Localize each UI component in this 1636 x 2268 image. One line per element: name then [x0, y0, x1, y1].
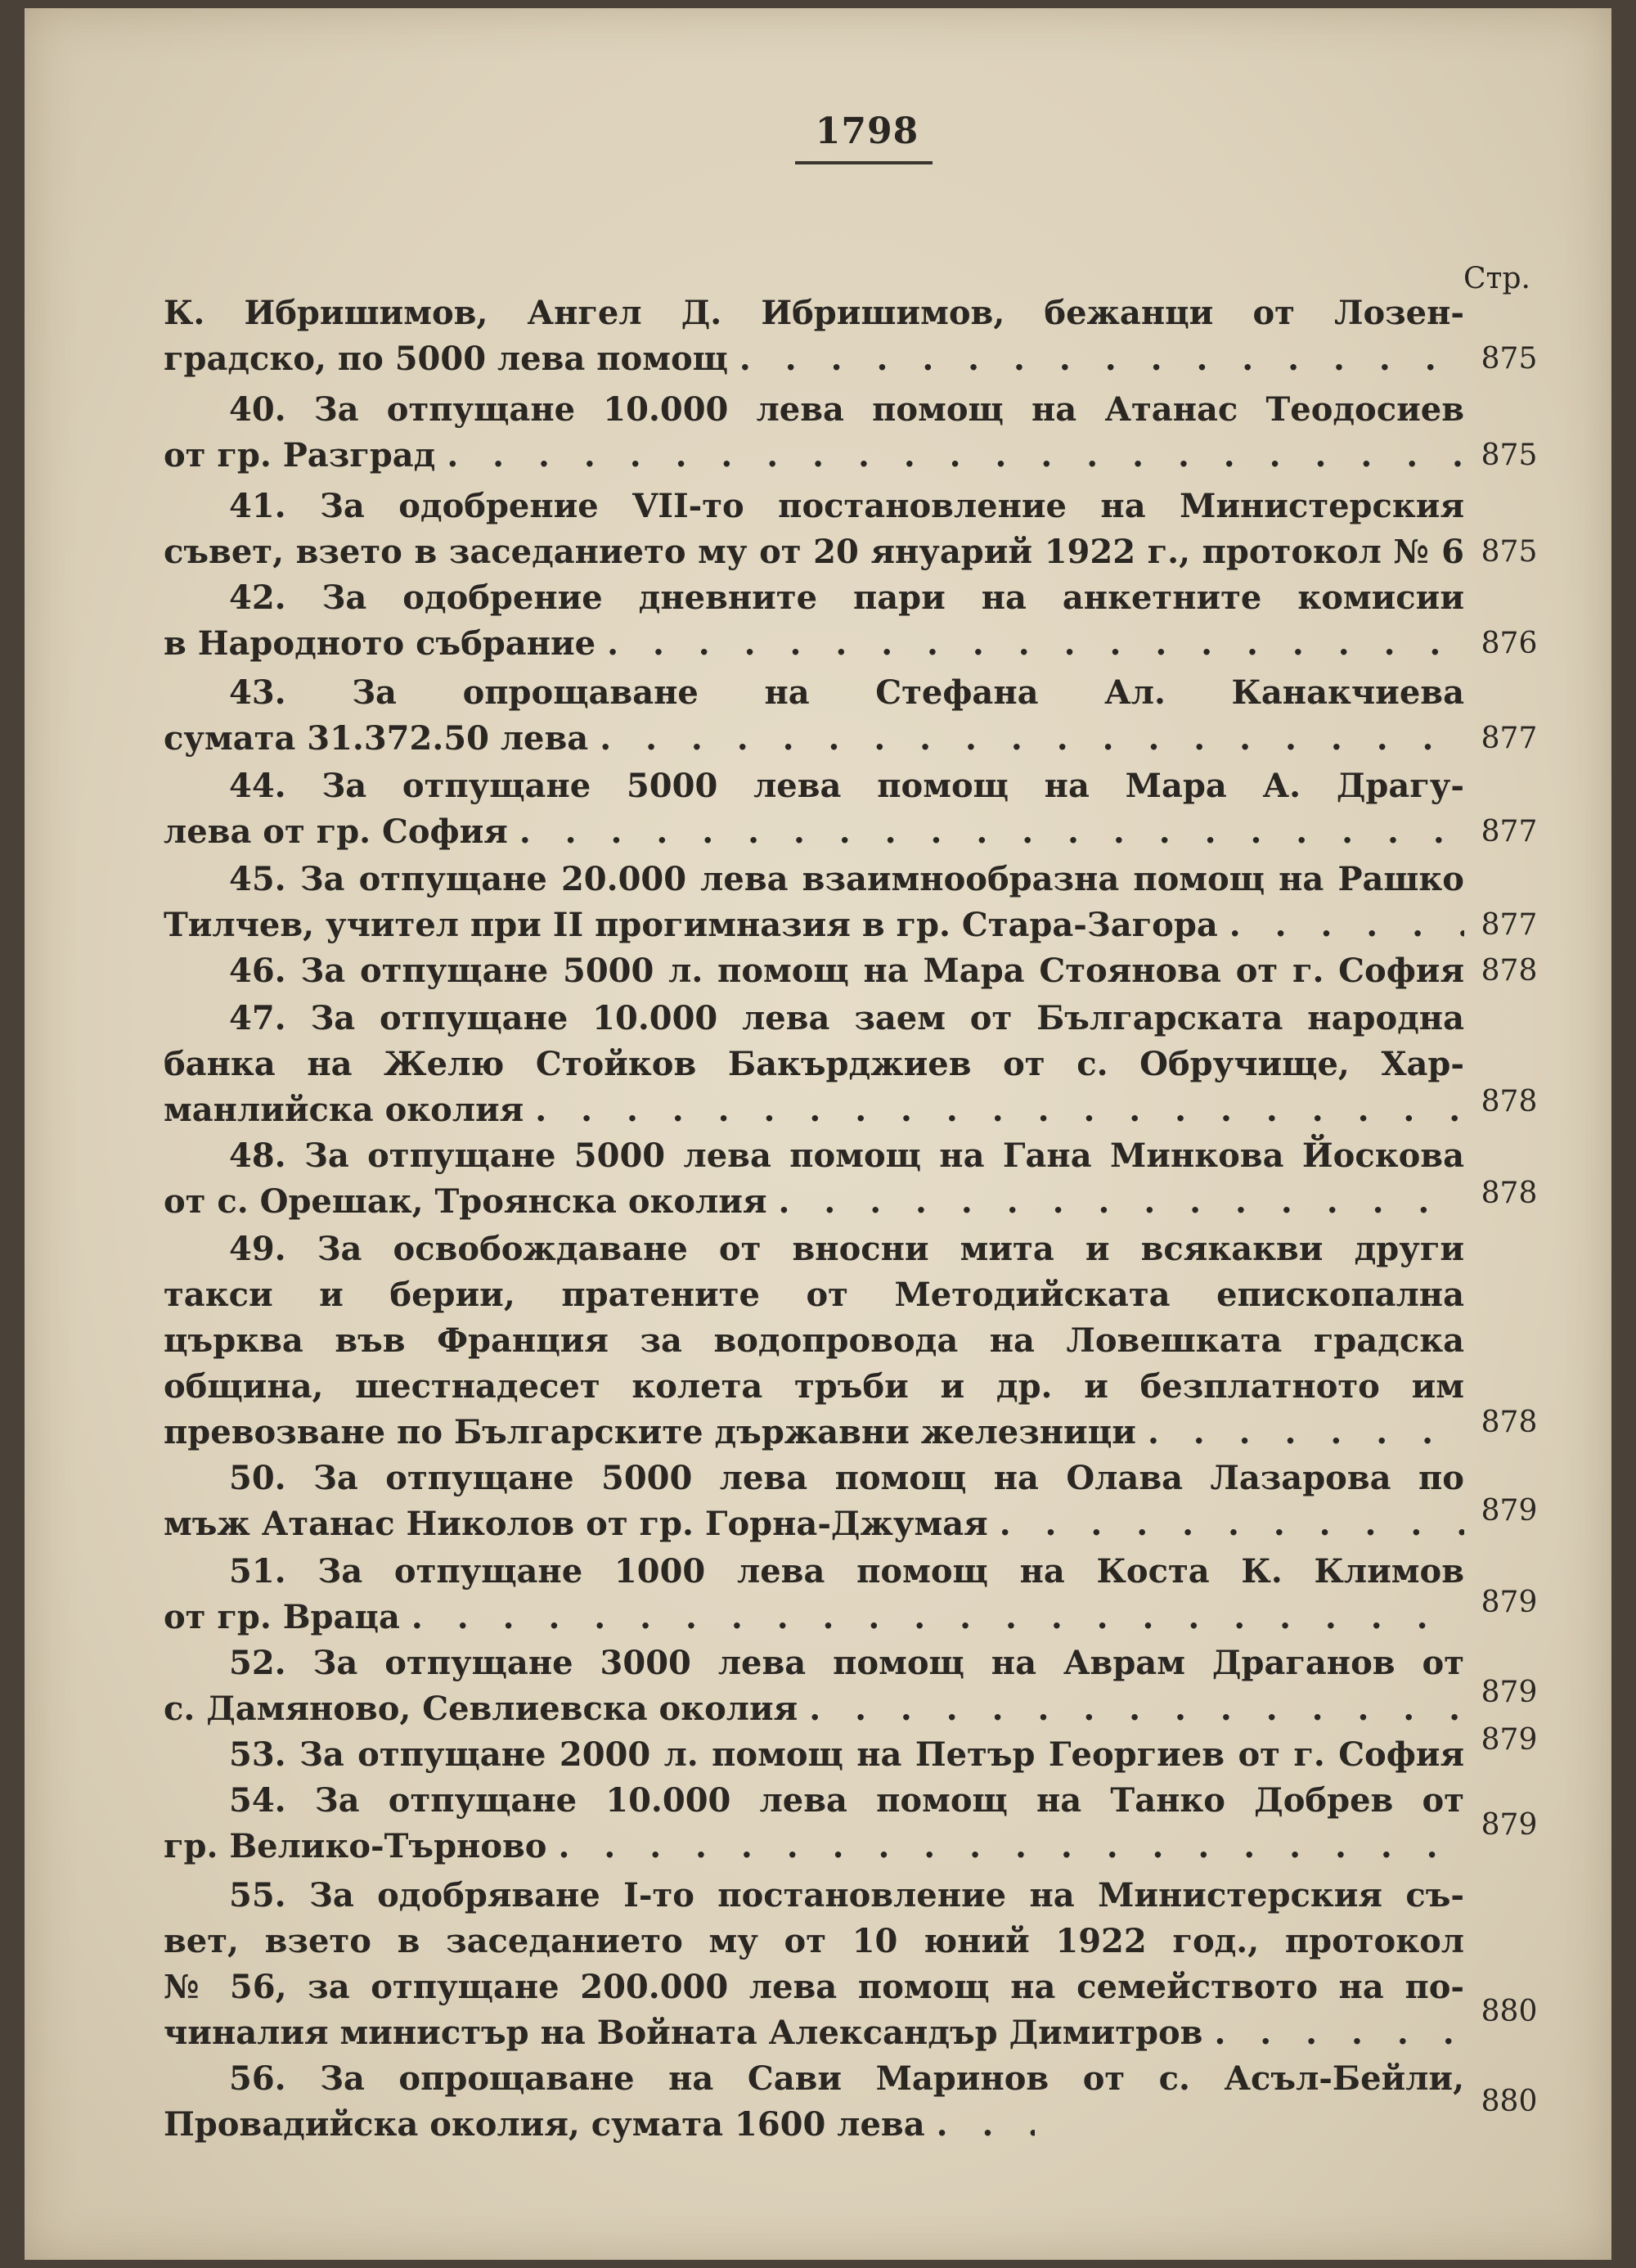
toc-entry-line: № 56, за отпущане 200.000 лева помощ на семейството на по-	[164, 1968, 1464, 2006]
toc-page-ref: 879	[1481, 1808, 1538, 1842]
document-page	[25, 8, 1611, 2260]
toc-page-ref: 879	[1481, 1723, 1538, 1757]
toc-entry-line: съвет, взето в заседанието му от 20 януарий 1922 г., протокол № 6	[164, 533, 1464, 571]
page-number: 1798	[815, 110, 919, 152]
table-of-contents	[25, 8, 1611, 2260]
toc-page-ref: 879	[1481, 1494, 1538, 1528]
toc-entry-line: К. Ибришимов, Ангел Д. Ибришимов, бежанци от Лозен-	[164, 294, 1464, 332]
toc-page-ref: 879	[1481, 1676, 1538, 1709]
toc-page-ref: 876	[1481, 627, 1538, 660]
toc-entry-line: 47. За отпущане 10.000 лева заем от Българската народна	[229, 999, 1464, 1037]
toc-page-ref: 880	[1481, 1995, 1538, 2028]
toc-entry-line: 53. За отпущане 2000 л. помощ на Петър Георгиев от г. София	[229, 1735, 1464, 1774]
toc-entry-line: Провадийска околия, сумата 1600 лева . . .	[164, 2102, 1464, 2148]
toc-entry-line: 43. За опрощаване на Стефана Ал. Канакчиева	[229, 673, 1464, 712]
toc-entry-line: 45. За отпущане 20.000 лева взаимнообразна помощ на Рашко	[229, 860, 1464, 898]
toc-entry-line: Тилчев, учител при II прогимназия в гр. Стара-Загора . . .	[164, 902, 1464, 948]
toc-entry-line: градско, по 5000 лева помощ . . .	[164, 336, 1464, 382]
toc-entry-line: от гр. Разград . . .	[164, 433, 1464, 479]
toc-entry-line: 46. За отпущане 5000 л. помощ на Мара Стоянова от г. София	[229, 952, 1464, 990]
toc-entry-line: вет, взето в заседанието му от 10 юний 1922 год., протокол	[164, 1922, 1464, 1960]
toc-entry-line: 55. За одобряване I-то постановление на Министерския съ-	[229, 1876, 1464, 1915]
toc-entry-line: превозване по Българските държавни железници . . .	[164, 1410, 1464, 1456]
toc-page-ref: 877	[1481, 722, 1538, 755]
toc-entry-line: 40. За отпущане 10.000 лева помощ на Атанас Теодосиев	[229, 390, 1464, 429]
toc-entry-line: такси и берии, пратените от Методийската епископална	[164, 1276, 1464, 1314]
toc-entry-line: 51. За отпущане 1000 лева помощ на Коста К. Климов	[229, 1552, 1464, 1591]
toc-page-ref: 878	[1481, 954, 1538, 988]
toc-page-ref: 875	[1481, 342, 1538, 376]
toc-entry-line: 50. За отпущане 5000 лева помощ на Олава Лазарова по	[229, 1459, 1464, 1497]
toc-entry-line: 49. За освобождаване от вносни мита и всякакви други	[229, 1230, 1464, 1268]
toc-page-ref: 875	[1481, 535, 1538, 569]
toc-page-ref: 877	[1481, 908, 1538, 942]
toc-page-ref: 877	[1481, 815, 1538, 848]
toc-entry-line: 44. За отпущане 5000 лева помощ на Мара А. Драгу-	[229, 767, 1464, 805]
toc-entry-line: с. Дамяново, Севлиевска околия . . .	[164, 1686, 1464, 1732]
toc-entry-line: в Народното събрание . . .	[164, 621, 1464, 667]
toc-entry-line: 56. За опрощаване на Сави Маринов от с. Асъл-Бейли,	[229, 2059, 1464, 2098]
toc-entry-line: мъж Атанас Николов от гр. Горна-Джумая . . .	[164, 1501, 1464, 1547]
toc-entry-line: банка на Желю Стойков Бакърджиев от с. Обручище, Хар-	[164, 1045, 1464, 1083]
toc-entry-line: манлийска околия . . .	[164, 1087, 1464, 1133]
page-column-header: Стр.	[1463, 262, 1530, 295]
toc-entry-line: сумата 31.372.50 лева . . .	[164, 716, 1464, 762]
toc-entry-line: община, шестнадесет колета тръби и др. и безплатното им	[164, 1367, 1464, 1406]
toc-entry-line: 48. За отпущане 5000 лева помощ на Гана Минкова Йоскова	[229, 1136, 1464, 1175]
toc-page-ref: 879	[1481, 1586, 1538, 1619]
toc-page-ref: 878	[1481, 1177, 1538, 1210]
toc-entry-line: 52. За отпущане 3000 лева помощ на Аврам Драганов от	[229, 1644, 1464, 1682]
toc-entry-line: 54. За отпущане 10.000 лева помощ на Танко Добрев от	[229, 1781, 1464, 1820]
toc-page-ref: 875	[1481, 439, 1538, 472]
toc-entry-line: чиналия министър на Войната Александър Димитров . . .	[164, 2010, 1464, 2056]
toc-page-ref: 878	[1481, 1406, 1538, 1439]
toc-entry-line: гр. Велико-Търново . . .	[164, 1824, 1464, 1870]
toc-page-ref: 878	[1481, 1085, 1538, 1118]
toc-page-ref: 880	[1481, 2085, 1538, 2118]
toc-entry-line: лева от гр. София . . .	[164, 809, 1464, 855]
toc-entry-line: от с. Орешак, Троянска околия . . .	[164, 1179, 1464, 1225]
toc-entry-line: от гр. Враца . . .	[164, 1595, 1464, 1640]
toc-entry-line: 41. За одобрение VII-то постановление на Министерския	[229, 487, 1464, 525]
toc-entry-line: църква във Франция за водопровода на Ловешката градска	[164, 1321, 1464, 1360]
toc-entry-line: 42. За одобрение дневните пари на анкетните комисии	[229, 578, 1464, 617]
